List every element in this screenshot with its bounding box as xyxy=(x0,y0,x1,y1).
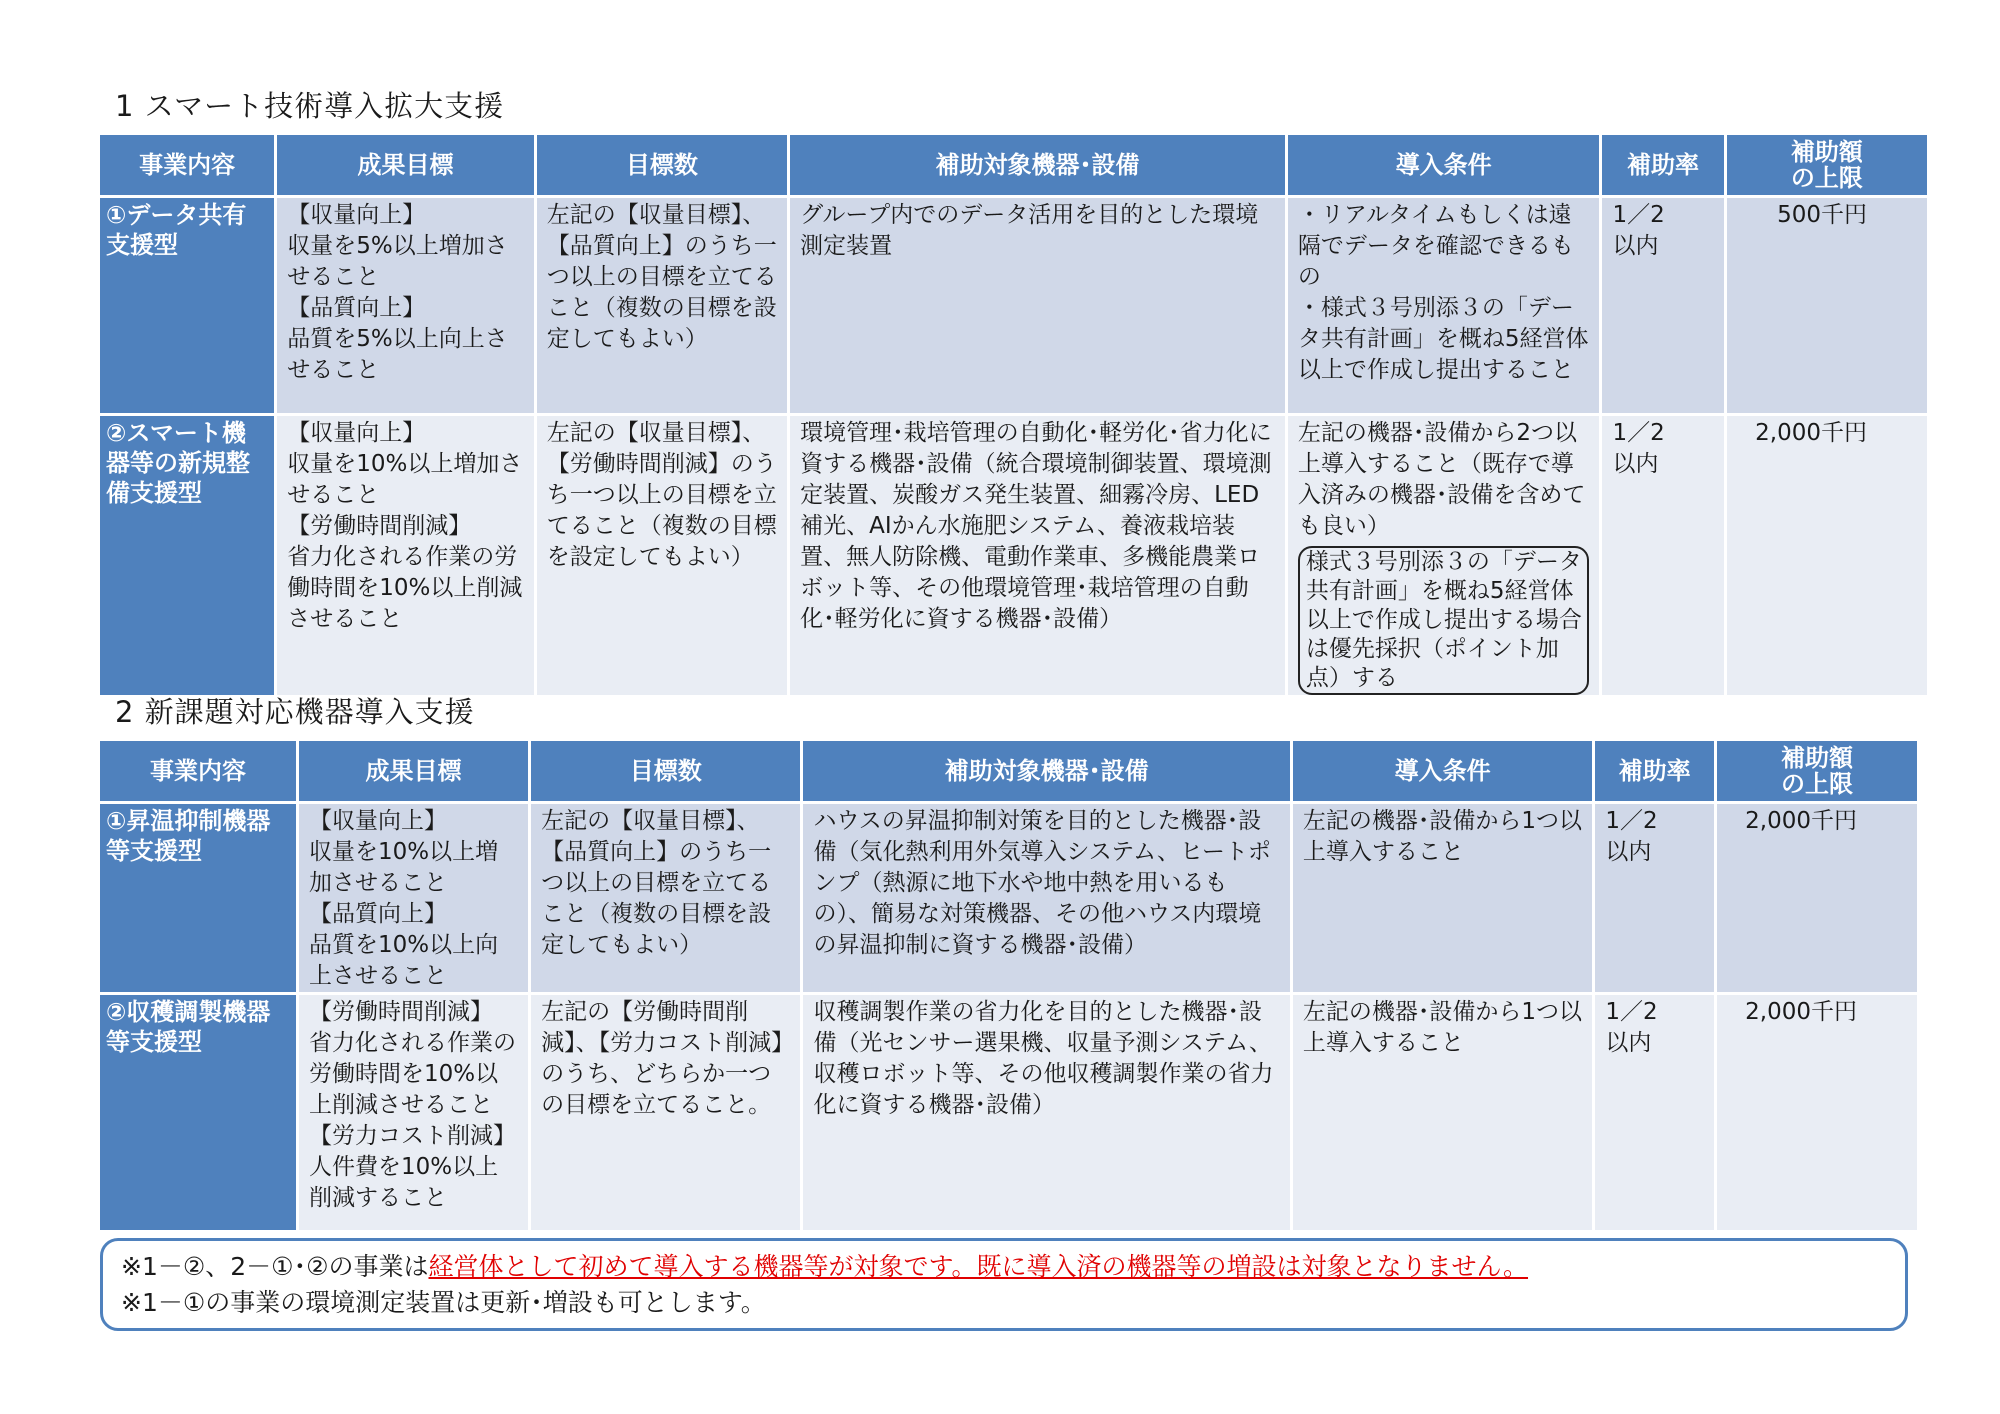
notes-box xyxy=(100,1238,1908,1331)
note-line-2: ※1－①の事業の環境測定装置は更新･増設も可とします。 xyxy=(121,1288,766,1317)
rate-cell: 1／2 以内 xyxy=(1595,995,1714,1230)
condition-cell: 左記の機器･設備から1つ以上導入すること xyxy=(1293,804,1592,992)
note-1-prefix: ※1－②、2－①･②の事業は xyxy=(121,1252,429,1281)
business-type: ①昇温抑制機器等支援型 xyxy=(100,804,296,992)
table-row xyxy=(100,198,1927,413)
count-cell: 左記の【収量目標】、【品質向上】のうち一つ以上の目標を立てること（複数の目標を設定してもよい） xyxy=(531,804,800,992)
header-goal: 成果目標 xyxy=(299,741,528,801)
goal-cell: 【収量向上】 収量を10%以上増加させること 【品質向上】 品質を10%以上向上させること xyxy=(299,804,528,992)
condition-cell: 左記の機器･設備から2つ以上導入すること（既存で導入済みの機器･設備を含めても良い） 様式３号別添３の「データ共有計画」を概ね5経営体以上で作成し提出する場合は優先採択（ポイント加点）する xyxy=(1288,416,1600,695)
equipment-cell: 収穫調製作業の省力化を目的とした機器･設備（光センサー選果機、収量予測システム、収穫ロボット等、その他収穫調製作業の省力化に資する機器･設備） xyxy=(803,995,1289,1230)
header-goal: 成果目標 xyxy=(277,135,533,195)
rate-cell: 1／2 以内 xyxy=(1602,198,1723,413)
business-type: ②収穫調製機器等支援型 xyxy=(100,995,296,1230)
table-row xyxy=(100,416,1927,695)
limit-cell: 500千円 xyxy=(1727,198,1927,413)
count-cell: 左記の【収量目標】、【労働時間削減】のうち一つ以上の目標を立てること（複数の目標を設定してもよい） xyxy=(537,416,787,695)
business-type: ①データ共有支援型 xyxy=(100,198,274,413)
section2-title: 2 新課題対応機器導入支援 xyxy=(115,695,475,729)
rate-cell: 1／2 以内 xyxy=(1602,416,1723,695)
header-business: 事業内容 xyxy=(100,741,296,801)
note-line-1 xyxy=(121,1249,1887,1285)
header-business: 事業内容 xyxy=(100,135,274,195)
header-limit: 補助額 の上限 xyxy=(1717,741,1917,801)
header-count: 目標数 xyxy=(537,135,787,195)
limit-cell: 2,000千円 xyxy=(1717,995,1917,1230)
table-row xyxy=(100,804,1917,992)
limit-cell: 2,000千円 xyxy=(1717,804,1917,992)
header-limit: 補助額 の上限 xyxy=(1727,135,1927,195)
header-count: 目標数 xyxy=(531,741,800,801)
table-header-row xyxy=(100,135,1927,195)
business-type: ②スマート機器等の新規整備支援型 xyxy=(100,416,274,695)
equipment-cell: ハウスの昇温抑制対策を目的とした機器･設備（気化熱利用外気導入システム、ヒートポンプ（熱源に地下水や地中熱を用いるもの）、簡易な対策機器、その他ハウス内環境の昇温抑制に資する機器･設備） xyxy=(803,804,1289,992)
goal-cell: 【労働時間削減】 省力化される作業の労働時間を10%以上削減させること 【労力コスト削減】 人件費を10%以上削減すること xyxy=(299,995,528,1230)
header-rate: 補助率 xyxy=(1602,135,1723,195)
count-cell: 左記の【収量目標】、【品質向上】のうち一つ以上の目標を立てること（複数の目標を設定してもよい） xyxy=(537,198,787,413)
goal-cell: 【収量向上】 収量を10%以上増加させること 【労働時間削減】 省力化される作業の労働時間を10%以上削減させること xyxy=(277,416,533,695)
equipment-cell: グループ内でのデータ活用を目的とした環境測定装置 xyxy=(790,198,1285,413)
section1-title: 1 スマート技術導入拡大支援 xyxy=(115,89,505,123)
priority-note: 様式３号別添３の「データ共有計画」を概ね5経営体以上で作成し提出する場合は優先採択（ポイント加点）する xyxy=(1298,546,1590,695)
header-equipment: 補助対象機器･設備 xyxy=(803,741,1289,801)
note-1-highlight: 経営体として初めて導入する機器等が対象です。既に導入済の機器等の増設は対象となりません。 xyxy=(428,1252,1529,1281)
header-rate: 補助率 xyxy=(1595,741,1714,801)
table-header-row xyxy=(100,741,1917,801)
header-condition: 導入条件 xyxy=(1293,741,1592,801)
limit-cell: 2,000千円 xyxy=(1727,416,1927,695)
count-cell: 左記の【労働時間削減】、【労力コスト削減】のうち、どちらか一つの目標を立てること。 xyxy=(531,995,800,1230)
condition-cell: 左記の機器･設備から1つ以上導入すること xyxy=(1293,995,1592,1230)
header-condition: 導入条件 xyxy=(1288,135,1600,195)
table-row xyxy=(100,995,1917,1230)
goal-cell: 【収量向上】 収量を5%以上増加させること 【品質向上】 品質を5%以上向上させること xyxy=(277,198,533,413)
rate-cell: 1／2 以内 xyxy=(1595,804,1714,992)
header-equipment: 補助対象機器･設備 xyxy=(790,135,1285,195)
section2-table xyxy=(97,738,1920,1233)
equipment-cell: 環境管理･栽培管理の自動化･軽労化･省力化に資する機器･設備（統合環境制御装置、環境測定装置、炭酸ガス発生装置、細霧冷房、LED補光、AIかん水施肥システム、養液栽培装置、無人防除機、電動作業車、多機能農業ロボット等、その他環境管理･栽培管理の自動化･軽労化に資する機器･設備） xyxy=(790,416,1285,695)
section1-table xyxy=(97,132,1930,698)
condition-cell: ・リアルタイムもしくは遠隔でデータを確認できるもの ・様式３号別添３の「データ共有計画」を概ね5経営体以上で作成し提出すること xyxy=(1288,198,1600,413)
